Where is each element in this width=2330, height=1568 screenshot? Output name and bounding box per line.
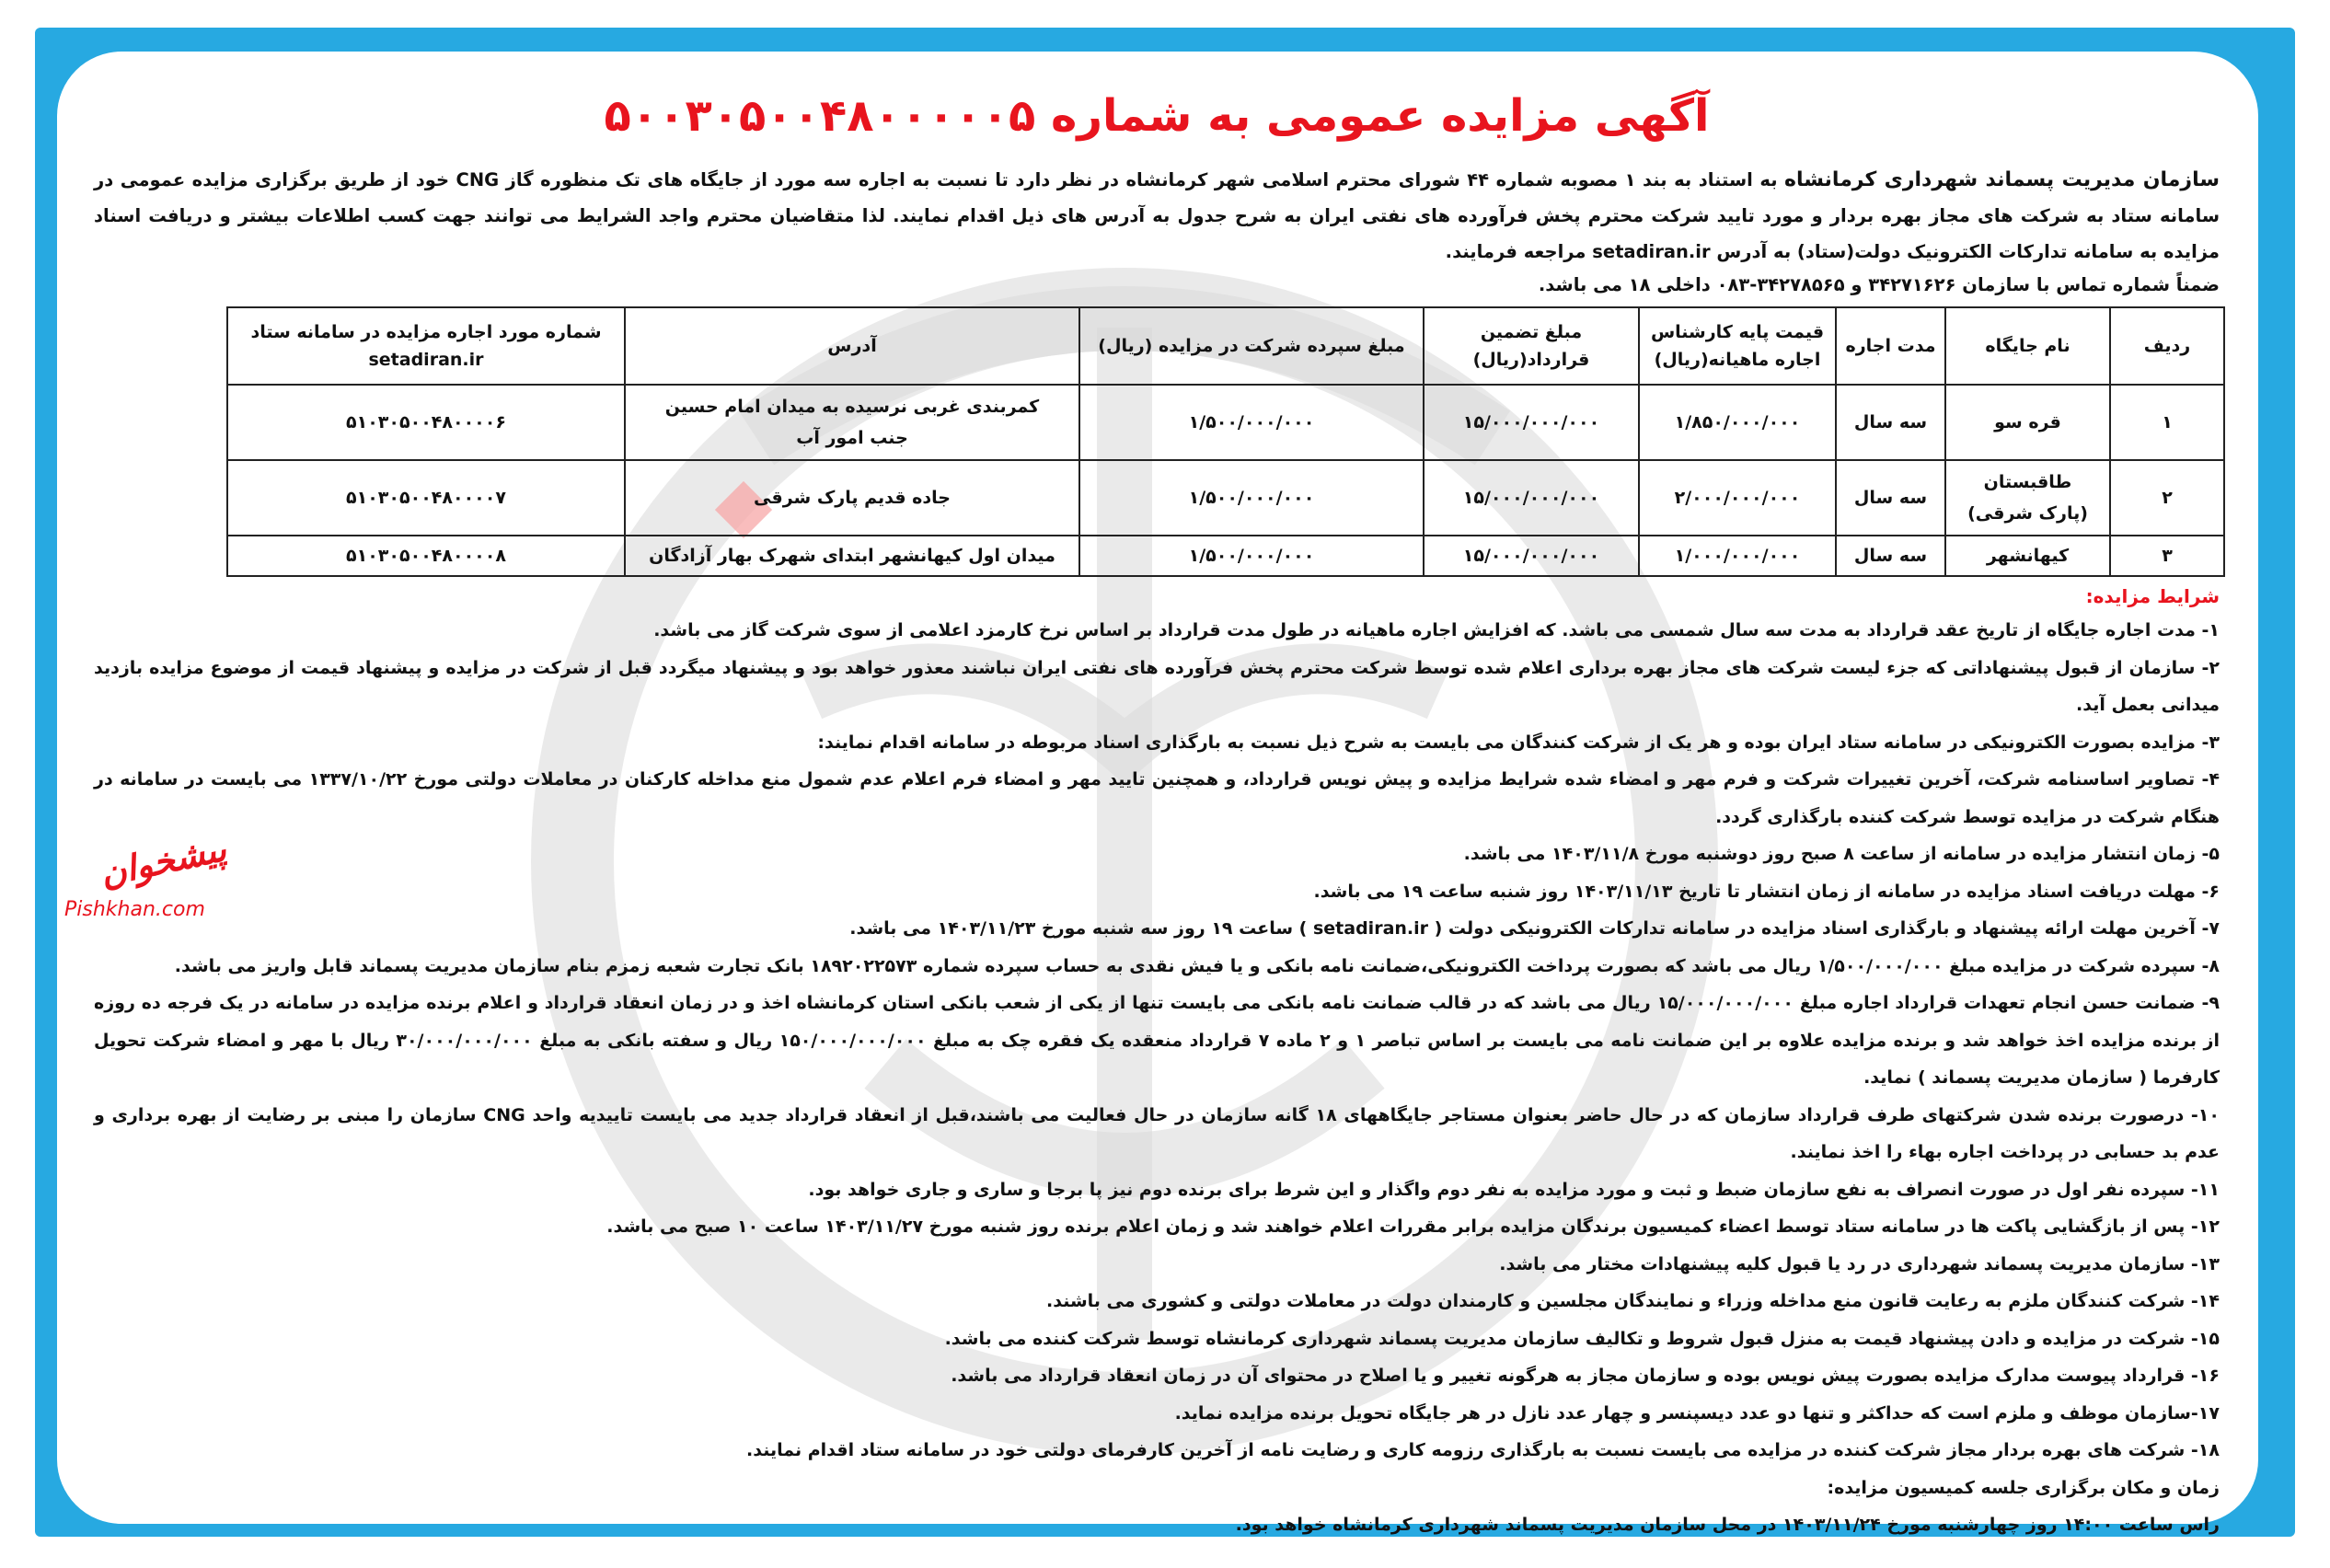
cell-term: سه سال [1836, 536, 1945, 576]
cell-guarantee: ۱۵/۰۰۰/۰۰۰/۰۰۰ [1424, 536, 1639, 576]
intro-paragraph [94, 162, 2220, 270]
condition-item: ۱۱- سپرده نفر اول در صورت انصراف به نفع سازمان ضبط و ثبت و مورد مزایده به نفر دوم واگذار و این شرط برای برنده دوم نیز پا برجا و ساری و جاری خواهد بود. [808, 1179, 2220, 1200]
condition-item: ۳- مزایده بصورت الکترونیکی در سامانه ستاد ایران بوده و هر یک از شرکت کنندگان می بایست به شرح ذیل نسبت به بارگذاری اسناد مربوطه در سامانه اقدام نمایند: [817, 732, 2220, 753]
condition-item: ۱۵- شرکت در مزایده و دادن پیشنهاد قیمت به منزل قبول شروط و تکالیف سازمان مدیریت پسماند شهرداری کرمانشاه توسط شرکت کننده می باشد. [944, 1328, 2220, 1349]
cell-number: ۵۱۰۳۰۵۰۰۴۸۰۰۰۰۶ [227, 385, 625, 460]
contact-line: ضمناً شماره تماس با سازمان ۳۴۲۷۱۶۲۶ و ۳۴۲۷۸۵۶۵-۰۸۳ داخلی ۱۸ می باشد. [1538, 274, 2220, 295]
header-station-name: نام جایگاه [1945, 307, 2110, 385]
condition-item: ۱۰- درصورت برنده شدن شرکتهای طرف قرارداد سازمان که در حال حاضر بعنوان مستاجر جایگاههای ۱۸ گانه سازمان در حال فعالیت می باشند،قبل از انعقاد قرارداد جدید می بایست تاییدیه واحد CNG سازمان را مبنی بر رضایت از بهره برداری و عدم بد حسابی در پرداخت اجاره بهاء را اخذ نمایند. [94, 1104, 2220, 1162]
cell-number: ۵۱۰۳۰۵۰۰۴۸۰۰۰۰۷ [227, 460, 625, 536]
stations-table [226, 306, 2225, 577]
cell-base-price: ۲/۰۰۰/۰۰۰/۰۰۰ [1639, 460, 1836, 536]
condition-item: ۱۷-سازمان موظف و ملزم است که حداکثر و تنها دو عدد دیسپنسر و چهار عدد نازل در هر جایگاه تحویل برنده مزایده نماید. [1174, 1402, 2220, 1424]
table-row [227, 385, 2224, 460]
condition-item: ۶- مهلت دریافت اسناد مزایده در سامانه از زمان انتشار تا تاریخ ۱۴۰۳/۱۱/۱۳ روز شنبه ساعت ۱۹ می باشد. [1313, 881, 2220, 902]
cell-deposit: ۱/۵۰۰/۰۰۰/۰۰۰ [1079, 536, 1424, 576]
header-row-number: ردیف [2110, 307, 2224, 385]
cell-row: ۲ [2110, 460, 2224, 536]
condition-item: ۱۲- پس از بازگشایی پاکت ها در سامانه ستاد توسط اعضاء کمیسیون برندگان مزایده برابر مقررات اعلام خواهند شد و زمان اعلام برنده روز شنبه مورخ ۱۴۰۳/۱۱/۲۷ ساعت ۱۰ صبح می باشد. [606, 1216, 2220, 1237]
cell-address-line1: کمربندی غربی نرسیده به میدان امام حسین [664, 397, 1040, 417]
condition-item: ۱۶- قرارداد پیوست مدارک مزایده بصورت پیش نویس بوده و سازمان مجاز به هرگونه تغییر و یا اصلاح در محتوای آن در زمان انعقاد قرارداد می باشد. [951, 1366, 2220, 1386]
conditions-list [94, 612, 2220, 1544]
cell-term: سه سال [1836, 460, 1945, 536]
header-auction-number: شماره مورد اجاره مزایده در سامانه ستاد setadiran.ir [227, 307, 625, 385]
cell-deposit: ۱/۵۰۰/۰۰۰/۰۰۰ [1079, 460, 1424, 536]
header-base-price-line2: اجاره ماهیانه(ریال) [1654, 350, 1821, 370]
commission-details: راس ساعت ۱۴:۰۰ روز چهارشنبه مورخ ۱۴۰۳/۱۱/۲۴ در محل سازمان مدیریت پسماند شهرداری کرمانشاه خواهد بود. [1235, 1515, 2220, 1535]
cell-name: کیهانشهر [1945, 536, 2110, 576]
document-body [57, 52, 2258, 1535]
notice-title: آگهی مزایده عمومی به شماره ۵۰۰۳۰۵۰۰۴۸۰۰۰۰۰۵ [604, 90, 1710, 142]
header-base-price-line1: قیمت پایه کارشناس [1650, 322, 1825, 342]
header-deposit: مبلغ سپرده شرکت در مزایده (ریال) [1079, 307, 1424, 385]
condition-item: ۱۳- سازمان مدیریت پسماند شهرداری در رد یا قبول کلیه پیشنهادات مختار می باشد. [1499, 1253, 2220, 1274]
commission-heading: زمان و مکان برگزاری جلسه کمیسیون مزایده: [1827, 1477, 2220, 1498]
organization-name: سازمان مدیریت پسماند شهرداری کرمانشاه [1784, 168, 2220, 191]
header-address: آدرس [625, 307, 1079, 385]
table-row [227, 460, 2224, 536]
header-term: مدت اجاره [1836, 307, 1945, 385]
intro-site: setadiran.ir [1592, 241, 1711, 262]
condition-item: ۱۴- شرکت کنندگان ملزم به رعایت قانون منع مداخله وزراء و نمایندگان مجلسین و کارمندان دولت در معاملات دولتی و کشوری می باشند. [1046, 1291, 2220, 1311]
header-base-price [1639, 307, 1836, 385]
cell-row: ۳ [2110, 536, 2224, 576]
cell-guarantee: ۱۵/۰۰۰/۰۰۰/۰۰۰ [1424, 385, 1639, 460]
conditions-title: شرایط مزایده: [2085, 585, 2220, 607]
cell-deposit: ۱/۵۰۰/۰۰۰/۰۰۰ [1079, 385, 1424, 460]
table-row [227, 536, 2224, 576]
intro-text-1: به استناد به بند ۱ مصوبه شماره ۴۴ شورای محترم اسلامی شهر کرمانشاه در نظر دارد تا نسبت به اجاره سه مورد از جایگاه های تک منظوره گاز CNG خود از طریق برگزاری مزایده عمومی در سامانه ستاد به شرکت های مجاز بهره بردار و مورد تایید شرکت محترم پخش فرآورده های نفتی ایران به شرح جدول به آدرس های ذیل اقدام نمایند. لذا متقاضیان محترم واجد الشرایط می توانند جهت کسب اطلاعات بیشتر و دریافت اسناد مزایده به سامانه تدارکات الکترونیک دولت(ستاد) به آدرس [94, 169, 2220, 262]
cell-name [1945, 385, 2110, 460]
cell-name [1945, 460, 2110, 536]
stamp-logo: پیشخوان [96, 828, 230, 894]
condition-item: ۹- ضمانت حسن انجام تعهدات قرارداد اجاره مبلغ ۱۵/۰۰۰/۰۰۰/۰۰۰ ریال می باشد که در قالب ضمانت نامه بانکی می بایست تنها از یکی از شعب بانکی استان کرمانشاه اخذ و در زمان انعقاد قرارداد و اعلام برنده مزایده در سامانه در یک فرجه ده روزه از برنده مزایده اخذ خواهد شد و برنده مزایده علاوه بر این ضمانت نامه می بایست بر اساس تباصر ۱ و ۲ ماده ۷ قرارداد منعقده یک فقره چک به مبلغ ۱۵۰/۰۰۰/۰۰۰/۰۰۰ ریال و سفته بانکی به مبلغ ۳۰/۰۰۰/۰۰۰/۰۰۰ ریال با مهر و امضاء شرکت تحویل کارفرما ( سازمان مدیریت پسماند ) نماید. [94, 993, 2220, 1088]
header-guarantee: مبلغ تضمین قرارداد(ریال) [1424, 307, 1639, 385]
condition-item: ۸- سپرده شرکت در مزایده مبلغ ۱/۵۰۰/۰۰۰/۰۰۰ ریال می باشد که بصورت پرداخت الکترونیکی،ضمانت نامه بانکی و یا فیش نقدی به حساب سپرده شماره ۱۸۹۲۰۲۲۵۷۳ بانک تجارت شعبه زمزم بنام سازمان مدیریت پسماند قابل واریز می باشد. [174, 955, 2220, 976]
condition-item: ۱- مدت اجاره جایگاه از تاریخ عقد قرارداد به مدت سه سال شمسی می باشد. که افزایش اجاره ماهیانه در طول مدت قرارداد بر اساس نرخ کارمزد اعلامی از سوی شرکت گاز می باشد. [653, 620, 2220, 640]
condition-item: ۴- تصاویر اساسنامه شرکت، آخرین تغییرات شرکت و فرم مهر و امضاء شده شرایط مزایده و پیش نویس قرارداد، و همچنین تایید مهر و امضاء فرم اعلام عدم شمول منع مداخله کارکنان در معاملات دولتی مورخ ۱۳۳۷/۱۰/۲۲ می بایست در سامانه در هنگام شرکت در مزایده توسط شرکت کننده بارگذاری گردد. [94, 769, 2220, 827]
cell-row: ۱ [2110, 385, 2224, 460]
cell-term: سه سال [1836, 385, 1945, 460]
table-header-row [227, 307, 2224, 385]
cell-name-line1: قره سو [1994, 412, 2061, 432]
cell-address: میدان اول کیهانشهر ابتدای شهرک بهار آزادگان [625, 536, 1079, 576]
cell-base-price: ۱/۸۵۰/۰۰۰/۰۰۰ [1639, 385, 1836, 460]
cell-number: ۵۱۰۳۰۵۰۰۴۸۰۰۰۰۸ [227, 536, 625, 576]
cell-address [625, 385, 1079, 460]
cell-name-line2: (پارک شرقی) [1967, 503, 2088, 524]
cell-name-line1: طاقبستان [1983, 472, 2072, 492]
cell-base-price: ۱/۰۰۰/۰۰۰/۰۰۰ [1639, 536, 1836, 576]
condition-item: ۵- زمان انتشار مزایده در سامانه از ساعت ۸ صبح روز دوشنبه مورخ ۱۴۰۳/۱۱/۸ می باشد. [1463, 844, 2220, 864]
cell-address: جاده قدیم پارک شرقی [625, 460, 1079, 536]
notice-content [94, 90, 2220, 1544]
condition-item: ۱۸- شرکت های بهره بردار مجاز شرکت کننده در مزایده می بایست نسبت به بارگذاری رزومه کاری و رضایت نامه از آخرین کارفرمای دولتی خود در سامانه ستاد اقدام نمایند. [746, 1440, 2220, 1460]
condition-item: ۲- سازمان از قبول پیشنهاداتی که جزء لیست شرکت های مجاز بهره برداری اعلام شده توسط شرکت محترم پخش فرآورده های نفتی ایران نباشند معذور خواهد بود و پیشنهاد میگردد قبل از شرکت در مزایده و پیشنهاد قیمت از موضوع مزایده بازدید میدانی بعمل آید. [94, 657, 2220, 715]
intro-text-2: مراجعه فرمایند. [1445, 241, 1593, 262]
cell-address-line2: جنب امور آب [796, 428, 908, 448]
cell-guarantee: ۱۵/۰۰۰/۰۰۰/۰۰۰ [1424, 460, 1639, 536]
stamp-site: Pishkhan.com [64, 898, 205, 921]
condition-item: ۷- آخرین مهلت ارائه پیشنهاد و بارگذاری اسناد مزایده در سامانه تدارکات الکترونیکی دولت ( setadiran.ir ) ساعت ۱۹ روز سه شنبه مورخ ۱۴۰۳/۱۱/۲۳ می باشد. [849, 918, 2220, 939]
